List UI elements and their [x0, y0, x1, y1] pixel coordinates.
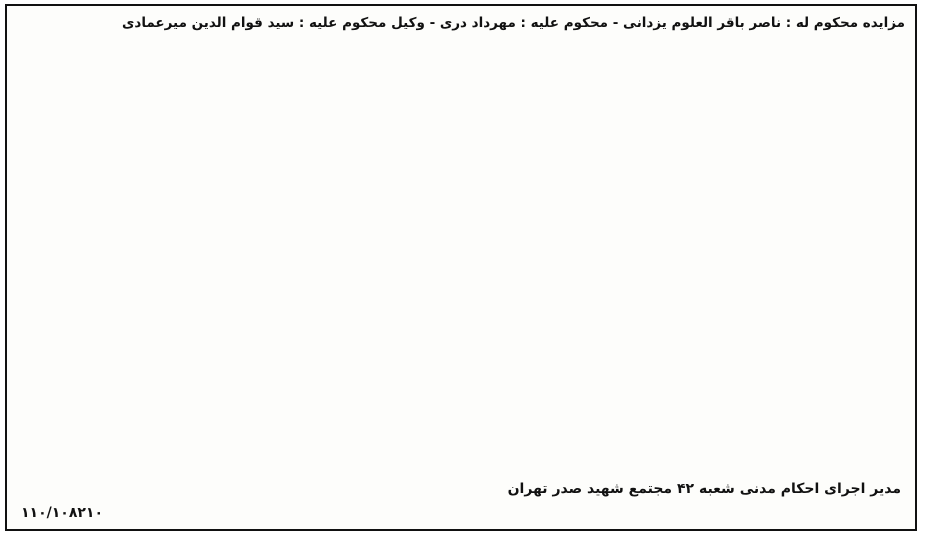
issuer-signature: مدیر اجرای احکام مدنی شعبه ۴۲ مجتمع شهید صدر تهران [507, 481, 901, 497]
notice-footer [21, 473, 901, 523]
auction-notice [5, 4, 917, 531]
notice-body: مزایده محکوم له : ناصر باقر العلوم یزدانی - محکوم علیه : مهرداد دری - وکیل محکوم علیه : سید قوام الدین میرعمادی [122, 15, 905, 31]
reference-number: ۱۱۰/۱۰۸۲۱۰ [21, 505, 104, 521]
